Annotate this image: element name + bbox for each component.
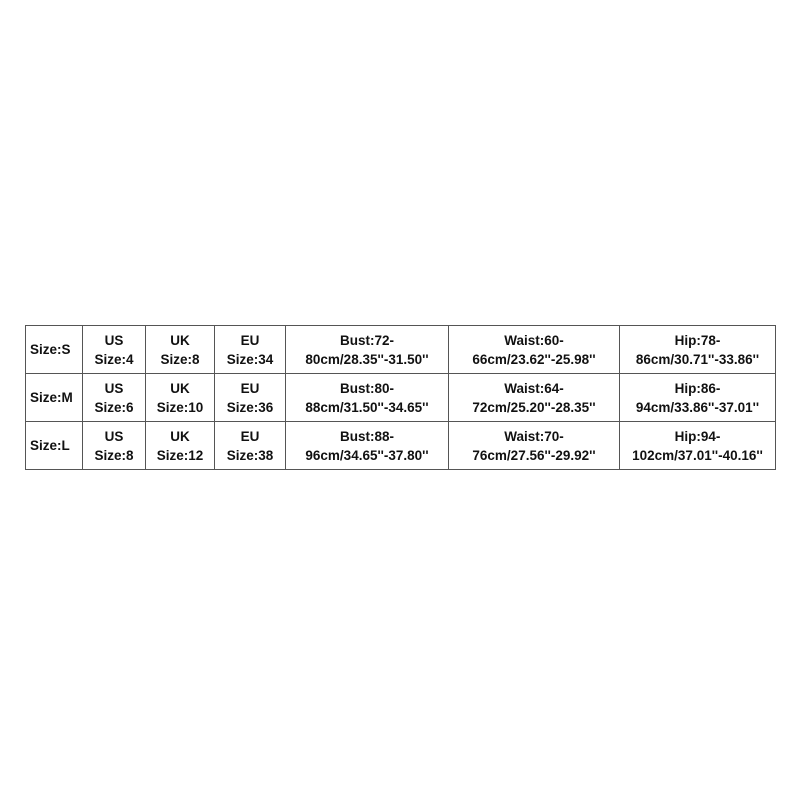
waist-cell: [449, 326, 620, 374]
hip-range-end: 86cm/30.71''-33.86'': [635, 351, 760, 367]
waist-range-start: Waist:70-: [504, 428, 564, 444]
waist-cell: [449, 422, 620, 470]
uk-size-cell: [146, 422, 215, 470]
uk-size-value: Size:10: [156, 399, 204, 415]
eu-size-value: Size:36: [226, 399, 274, 415]
bust-range-end: 88cm/31.50''-34.65'': [305, 399, 429, 415]
eu-label: EU: [240, 428, 260, 444]
hip-cell: [620, 422, 776, 470]
size-label-cell: [26, 326, 83, 374]
bust-cell: [286, 374, 449, 422]
eu-size-value: Size:34: [226, 351, 274, 367]
us-size-value: Size:8: [94, 447, 134, 463]
table-row: [26, 374, 776, 422]
waist-cell: [449, 374, 620, 422]
bust-range-start: Bust:72-: [339, 332, 394, 348]
uk-size-cell: [146, 326, 215, 374]
waist-range-start: Waist:60-: [504, 332, 564, 348]
hip-range-end: 94cm/33.86''-37.01'': [635, 399, 760, 415]
size-label-cell: [26, 374, 83, 422]
uk-label: UK: [170, 428, 190, 444]
hip-range-start: Hip:78-: [674, 332, 721, 348]
us-label: US: [104, 428, 124, 444]
eu-size-cell: [215, 422, 286, 470]
uk-size-value: Size:12: [156, 447, 204, 463]
eu-size-value: Size:38: [226, 447, 274, 463]
eu-label: EU: [240, 332, 260, 348]
waist-range-end: 76cm/27.56''-29.92'': [472, 447, 596, 463]
size-chart-table: [25, 325, 776, 470]
table-row: [26, 422, 776, 470]
us-size-cell: [83, 422, 146, 470]
us-size-value: Size:6: [94, 399, 134, 415]
size-label: Size:L: [30, 438, 70, 453]
us-size-cell: [83, 326, 146, 374]
hip-range-start: Hip:94-: [674, 428, 721, 444]
us-size-cell: [83, 374, 146, 422]
hip-range-start: Hip:86-: [674, 380, 721, 396]
waist-range-start: Waist:64-: [504, 380, 564, 396]
waist-range-end: 72cm/25.20''-28.35'': [472, 399, 596, 415]
bust-cell: [286, 326, 449, 374]
bust-range-end: 80cm/28.35''-31.50'': [305, 351, 429, 367]
eu-size-cell: [215, 374, 286, 422]
us-label: US: [104, 380, 124, 396]
eu-label: EU: [240, 380, 260, 396]
uk-label: UK: [170, 332, 190, 348]
uk-label: UK: [170, 380, 190, 396]
hip-cell: [620, 374, 776, 422]
hip-range-end: 102cm/37.01''-40.16'': [632, 447, 763, 463]
bust-range-start: Bust:88-: [339, 428, 394, 444]
size-label: Size:S: [30, 342, 71, 357]
bust-range-end: 96cm/34.65''-37.80'': [305, 447, 429, 463]
size-label-cell: [26, 422, 83, 470]
uk-size-value: Size:8: [160, 351, 200, 367]
us-label: US: [104, 332, 124, 348]
waist-range-end: 66cm/23.62''-25.98'': [472, 351, 596, 367]
uk-size-cell: [146, 374, 215, 422]
hip-cell: [620, 326, 776, 374]
size-label: Size:M: [30, 390, 73, 405]
table-row: [26, 326, 776, 374]
us-size-value: Size:4: [94, 351, 134, 367]
eu-size-cell: [215, 326, 286, 374]
bust-range-start: Bust:80-: [339, 380, 394, 396]
bust-cell: [286, 422, 449, 470]
